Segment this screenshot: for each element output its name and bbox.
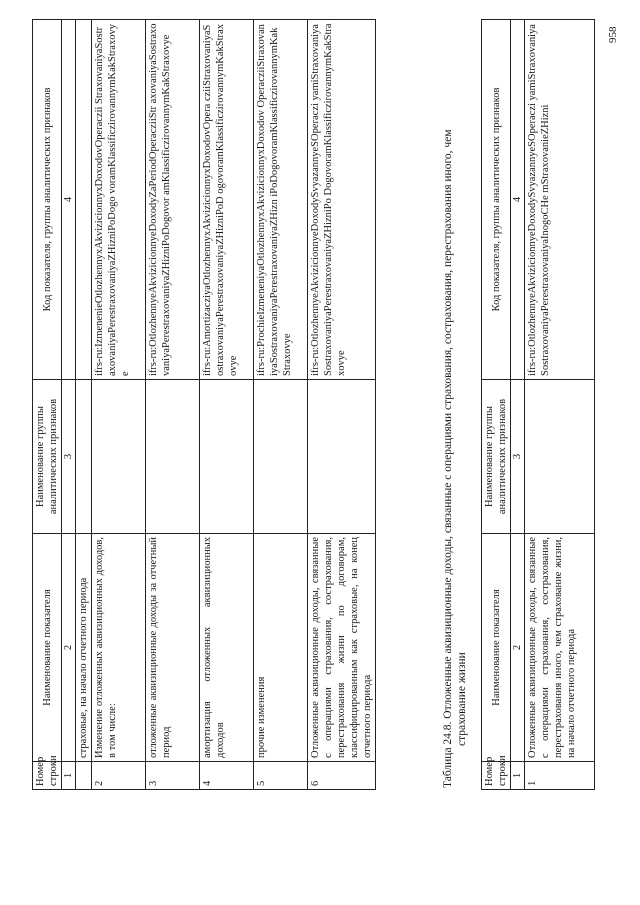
indicator-name: прочие изменения [254, 534, 308, 762]
table-row [92, 20, 146, 790]
column-index: 1 [62, 762, 76, 790]
row-number: 1 [525, 762, 595, 790]
table-caption [441, 18, 469, 788]
row-number: 5 [254, 762, 308, 790]
group-name [76, 380, 92, 534]
column-index: 1 [511, 762, 525, 790]
indicator-name: Изменение отложенных аквизиционных доходов, в том числе: [92, 534, 146, 762]
header-code: Код показателя, группы аналитических признаков [33, 20, 62, 380]
table-row [200, 20, 254, 790]
header-group-name: Наименование группы аналитических признаков [482, 380, 511, 534]
table-row [308, 20, 376, 790]
table-row [146, 20, 200, 790]
header-indicator-name: Наименование показателя [482, 534, 511, 762]
column-index: 4 [511, 20, 525, 380]
header-indicator-name: Наименование показателя [33, 534, 62, 762]
indicator-name: отложенные аквизиционные доходы за отчетный период [146, 534, 200, 762]
column-index: 4 [62, 20, 76, 380]
indicator-name: амортизация отложенных аквизиционных доходов [200, 534, 254, 762]
indicator-code: ifrs-ru:OtlozhennyeAkvizicionnyeDoxodySvyazannyeSOperaczi yamiStraxovaniyaSostraxovaniyaPerestraxovaniyaZHizniPo DogovoramKlassificzirovannymKakStraxovye [308, 20, 376, 380]
indicator-code: ifrs-ru:OtlozhennyeAkvizicionnyeDoxodySvyazannyeSOperaczi yamiStraxovaniyaSostraxovaniyaPerestraxovaniyaInogoCHe mStraxovanieZHizni [525, 20, 595, 380]
header-row-number: Номер строки [33, 762, 62, 790]
header-group-name: Наименование группы аналитических признаков [33, 380, 62, 534]
group-name [525, 380, 595, 534]
group-name [200, 380, 254, 534]
indicator-code: ifrs-ru:ProchieIzmeneniyaOtlozhennyxAkvizicionnyxDoxodov OperacziiStraxovaniyaSostraxovaniyaPerestraxovaniyaZHizn iPoDogovoramKlassificzirovannymKakStraxovye [254, 20, 308, 380]
indicators-table [32, 19, 376, 790]
column-index-row [62, 20, 76, 790]
caption-line-1: Таблица 24.8. Отложенные аквизиционные доходы, связанные с операциями страхования, сострахования, перестрахования иного, чем [442, 129, 454, 788]
indicator-code: ifrs-ru:OtlozhennyeAkvizicionnyeDoxodyZaPeriodOperacziiStr axovaniyaSostraxovaniyaPerestraxovaniyaZHizniPoDogovor amKlassificzirovannymKakStraxovye [146, 20, 200, 380]
column-index: 3 [511, 380, 525, 534]
group-name [92, 380, 146, 534]
group-name [254, 380, 308, 534]
column-index: 2 [511, 534, 525, 762]
column-index: 2 [62, 534, 76, 762]
indicator-code: ifrs-ru:AmortizacziyaOtlozhennyxAkvizicionnyxDoxodovOpera cziiStraxovaniyaSostraxovaniyaPerestraxovaniyaZHizniPoD ogovoramKlassificzirovannymKakStraxovye [200, 20, 254, 380]
table-row [525, 20, 595, 790]
caption-line-2: страхование жизни [456, 652, 468, 746]
page-number: 958 [607, 26, 619, 43]
indicator-code: ifrs-ru:IzmenenieOtlozhennyxAkvizicionnyxDoxodovOperaczii StraxovaniyaSostraxovaniyaPerestraxovaniyaZHizniPoDogo voramKlassificzirovannymKakStraxovye [92, 20, 146, 380]
row-number [76, 762, 92, 790]
row-number: 3 [146, 762, 200, 790]
row-number: 2 [92, 762, 146, 790]
indicator-name: Отложенные аквизиционные доходы, связанные с операциями страхования, сострахования, перестрахования иного, чем страхование жизни, на начало отчетного периода [525, 534, 595, 762]
indicator-name: страховые, на начало отчетного периода [76, 534, 92, 762]
header-row-number: Номер строки [482, 762, 511, 790]
header-code: Код показателя, группы аналитических признаков [482, 20, 511, 380]
group-name [146, 380, 200, 534]
row-number: 4 [200, 762, 254, 790]
indicator-name: Отложенные аквизиционные доходы, связанные с операциями страхования, сострахования, перестрахования жизни по договорам, классифицированным как страховые, на конец отчетного периода [308, 534, 376, 762]
row-number: 6 [308, 762, 376, 790]
group-name [308, 380, 376, 534]
indicators-table-24-8 [481, 19, 595, 790]
indicator-code [76, 20, 92, 380]
column-index: 3 [62, 380, 76, 534]
table-row [76, 20, 92, 790]
column-index-row [511, 20, 525, 790]
table-row [254, 20, 308, 790]
